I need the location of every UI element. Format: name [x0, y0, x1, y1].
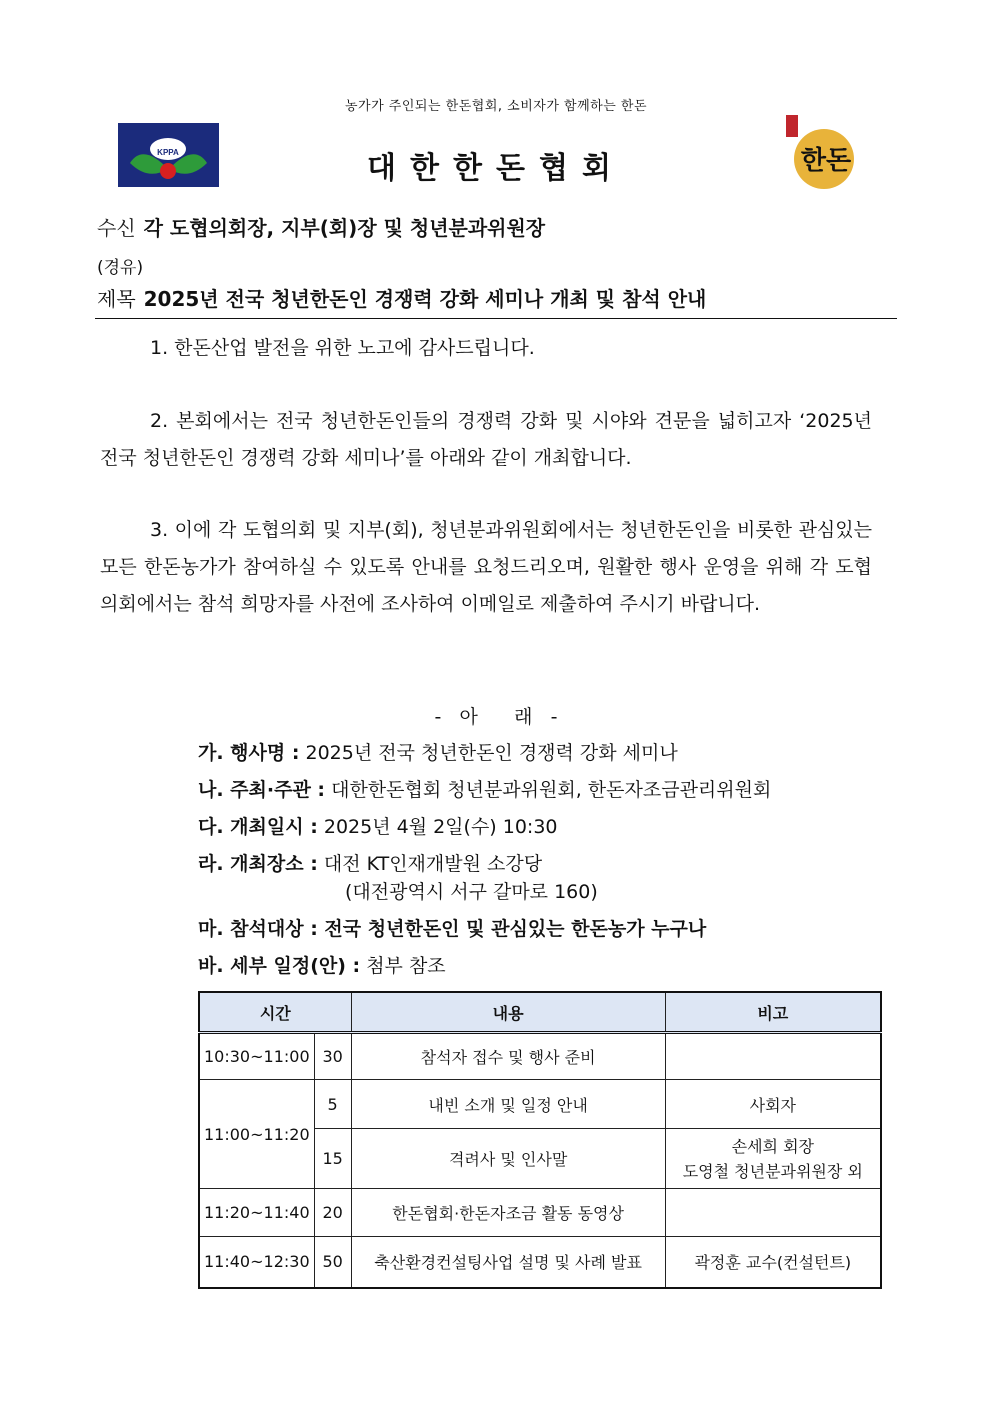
header-time: 시간 [199, 992, 351, 1033]
detail-venue: 라. 개최장소 : 대전 KT인재개발원 소강당 [198, 853, 543, 875]
table-row: 11:40~12:30 50 축산환경컨설팅사업 설명 및 사례 발표 곽정훈 교수(컨설턴트) [199, 1237, 881, 1288]
recipient-line [97, 212, 545, 241]
table-header-row [199, 992, 881, 1033]
detail-host: 나. 주최·주관 : 대한한돈협회 청년분과위원회, 한돈자조금관리위원회 [198, 779, 772, 801]
recipient-label: 수신 [97, 216, 136, 240]
notice-heading: - 아 래 - [434, 706, 558, 728]
subject: 2025년 전국 청년한돈인 경쟁력 강화 세미나 개최 및 참석 안내 [143, 287, 707, 311]
table-row: 10:30~11:00 30 참석자 접수 및 행사 준비 [199, 1033, 881, 1080]
divider [95, 318, 897, 319]
paragraph-2: 2. 본회에서는 전국 청년한돈인들의 경쟁력 강화 및 시야와 견문을 넓히고자 ‘2025년 전국 청년한돈인 경쟁력 강화 세미나’를 아래와 같이 개최합니다. [100, 410, 872, 469]
subject-line [97, 283, 706, 312]
table-row: 11:00~11:20 5 내빈 소개 및 일정 안내 사회자 [199, 1080, 881, 1129]
paragraph-1: 1. 한돈산업 발전을 위한 노고에 감사드립니다. [150, 337, 535, 359]
via-label: (경유) [97, 258, 144, 278]
svg-text:KPPA: KPPA [157, 148, 179, 157]
header-content: 내용 [351, 992, 665, 1033]
detail-audience: 마. 참석대상 : 전국 청년한돈인 및 관심있는 한돈농가 누구나 [198, 918, 707, 940]
schedule-table [198, 991, 882, 1289]
detail-schedule: 바. 세부 일정(안) : 첨부 참조 [198, 955, 446, 977]
header-note: 비고 [665, 992, 881, 1033]
table-row: 11:20~11:40 20 한돈협회·한돈자조금 활동 동영상 [199, 1189, 881, 1237]
detail-event-name: 가. 행사명 : 2025년 전국 청년한돈인 경쟁력 강화 세미나 [198, 742, 678, 764]
paragraph-3: 3. 이에 각 도협의회 및 지부(회), 청년분과위원회에서는 청년한돈인을 비롯한 관심있는 모든 한돈농가가 참여하실 수 있도록 안내를 요청드리오며, 원활한 행사 운영을 위해 각 도협의회에서는 참석 희망자를 사전에 조사하여 이메일로 제출하여 주시기 바랍니다. [100, 519, 872, 615]
detail-venue-address: (대전광역시 서구 갈마로 160) [345, 881, 598, 903]
organization-name: 대한한돈협회 [367, 151, 625, 186]
svg-text:한돈: 한돈 [800, 146, 852, 176]
subject-label: 제목 [97, 287, 136, 311]
detail-datetime: 다. 개최일시 : 2025년 4월 2일(수) 10:30 [198, 816, 558, 838]
table-row: 15 격려사 및 인사말 손세희 회장 도영철 청년분과위원장 외 [199, 1129, 881, 1189]
recipient: 각 도협의회장, 지부(회)장 및 청년분과위원장 [143, 216, 546, 240]
handon-logo [784, 113, 872, 193]
slogan: 농가가 주인되는 한돈협회, 소비자가 함께하는 한돈 [344, 99, 647, 114]
